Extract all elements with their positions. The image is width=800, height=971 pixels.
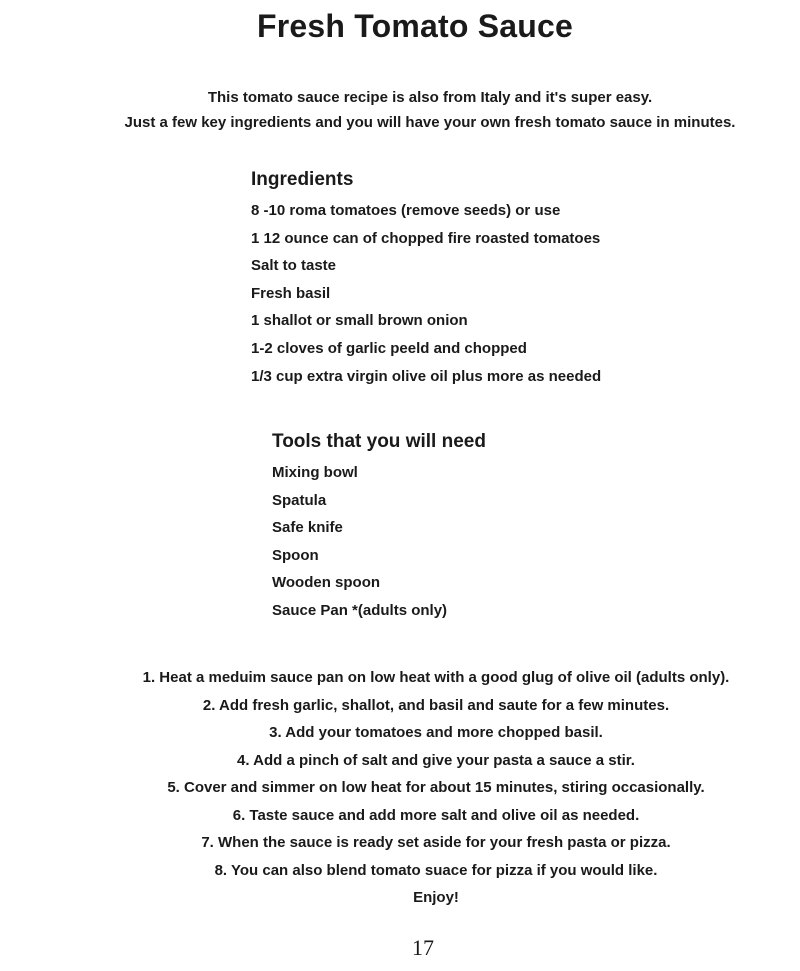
closing-line: Enjoy! <box>413 889 459 906</box>
instruction-step: 2. Add fresh garlic, shallot, and basil and saute for a few minutes. <box>202 696 670 714</box>
ingredient-item: 1/3 cup extra virgin olive oil plus more as needed <box>251 367 602 385</box>
tool-item: Wooden spoon <box>272 574 381 592</box>
instruction-step: 7. When the sauce is ready set aside for your fresh pasta or pizza. <box>201 834 671 851</box>
tool-item: Spoon <box>272 546 319 564</box>
tool-item: Safe knife <box>272 519 343 537</box>
page-title: Fresh Tomato Sauce <box>257 8 573 44</box>
ingredient-item: Fresh basil <box>251 284 331 302</box>
ingredient-item: Salt to taste <box>251 257 337 275</box>
instruction-step: 4. Add a pinch of salt and give your pasta a sauce a stir. <box>237 751 635 769</box>
tools-heading: Tools that you will need <box>272 431 486 452</box>
tools-section <box>272 427 486 625</box>
intro-text <box>0 85 800 135</box>
instruction-step: 6. Taste sauce and add more salt and olive oil as needed. <box>232 806 640 824</box>
ingredient-item: 1 shallot or small brown onion <box>251 312 468 330</box>
instructions-list <box>0 664 800 912</box>
instruction-step: 8. You can also blend tomato suace for pizza if you would like. <box>214 861 658 879</box>
instruction-step: 1. Heat a meduim sauce pan on low heat with a good glug of olive oil (adults only). <box>142 669 730 686</box>
tool-item: Spatula <box>272 491 327 509</box>
instruction-step: 3. Add your tomatoes and more chopped basil. <box>269 724 603 741</box>
intro-line-2: Just a few key ingredients and you will have your own fresh tomato sauce in minutes. <box>124 114 736 131</box>
page-number: 17 <box>412 935 434 960</box>
tool-item: Mixing bowl <box>272 464 358 481</box>
ingredient-item: 8 -10 roma tomatoes (remove seeds) or use <box>251 202 561 219</box>
ingredients-section <box>251 165 601 390</box>
ingredient-item: 1-2 cloves of garlic peeld and chopped <box>251 339 527 357</box>
ingredients-heading: Ingredients <box>251 169 354 190</box>
ingredient-item: 1 12 ounce can of chopped fire roasted tomatoes <box>251 229 601 247</box>
tool-item: Sauce Pan *(adults only) <box>272 601 448 619</box>
instruction-step: 5. Cover and simmer on low heat for about 15 minutes, stiring occasionally. <box>167 779 705 796</box>
intro-line-1: This tomato sauce recipe is also from Italy and it's super easy. <box>207 89 653 106</box>
